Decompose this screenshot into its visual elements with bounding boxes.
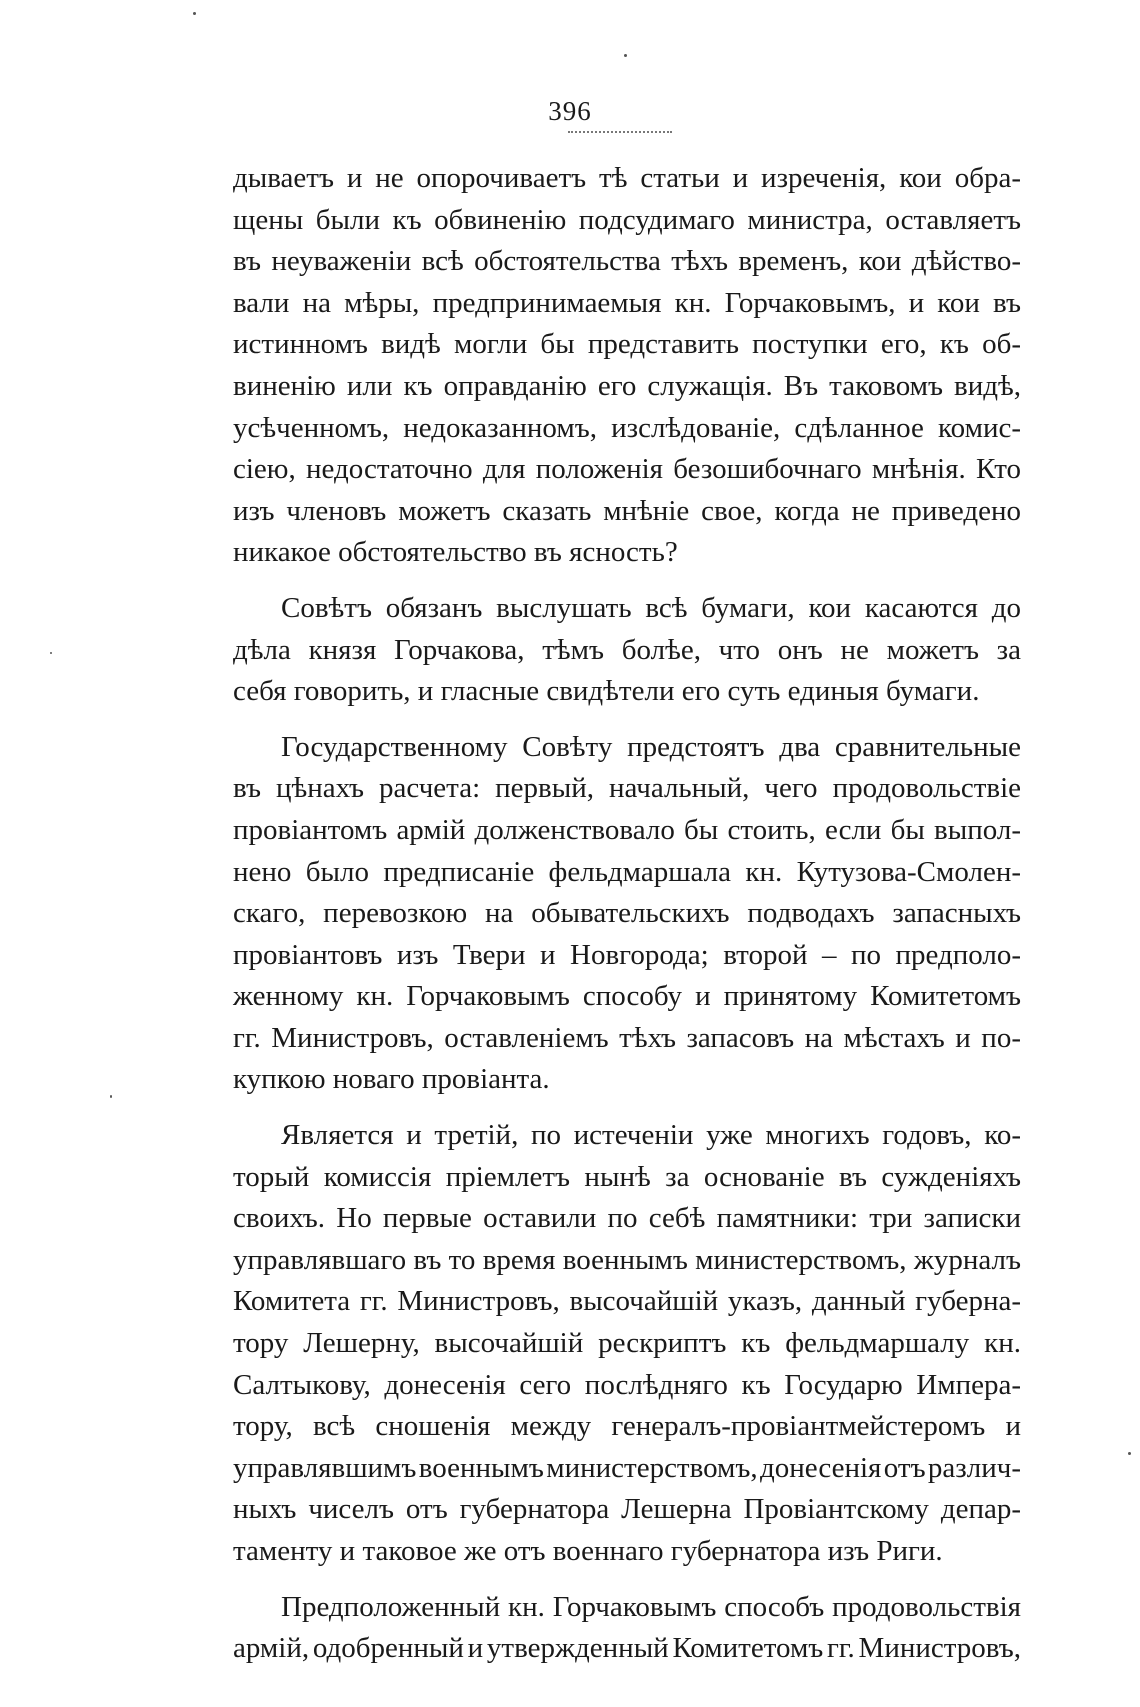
text-line: торый комиссія пріемлетъ нынѣ за основаніе въ сужденіяхъ — [233, 1160, 1021, 1193]
paragraph-5 — [233, 1587, 1021, 1670]
text-line: себя говорить, и гласные свидѣтели его суть единыя бумаги. — [233, 675, 980, 708]
text-line: вали на мѣры, предпринимаемыя кн. Горчаковымъ, и кои въ — [233, 286, 1021, 319]
text-line: провіантовъ изъ Твери и Новгорода; второй – по предполо- — [233, 938, 1021, 971]
text-line: щены были къ обвиненію подсудимаго министра, оставляетъ — [233, 203, 1021, 236]
text-line: изъ членовъ можетъ сказать мнѣніе свое, когда не приведено — [233, 494, 1021, 527]
text-line: усѣченномъ, недоказанномъ, изслѣдованіе, сдѣланное комис- — [233, 411, 1021, 444]
text-line: тору, всѣ сношенія между генералъ-провіантмейстеромъ и — [233, 1410, 1021, 1443]
text-line: дываетъ и не опорочиваетъ тѣ статьи и изреченія, кои обра- — [233, 162, 1021, 194]
text-line: женному кн. Горчаковымъ способу и принятому Комитетомъ — [233, 980, 1021, 1013]
scan-speck — [50, 652, 52, 654]
text-line: Комитета гг. Министровъ, высочайшій указъ, данный губерна- — [233, 1285, 1021, 1318]
scan-speck — [193, 12, 196, 15]
text-line: нено было предписаніе фельдмаршала кн. Кутузова-Смолен- — [233, 855, 1021, 888]
text-line: Государственному Совѣту предстоятъ два сравнительные — [281, 730, 1021, 763]
text-line: армій, одобренный и утвержденный Комитетомъ гг. Министровъ, — [233, 1632, 1021, 1665]
body-text — [233, 158, 1021, 1684]
text-line: своихъ. Но первые оставили по себѣ памятники: три записки — [233, 1202, 1021, 1235]
text-line: Предположенный кн. Горчаковымъ способъ продовольствія — [281, 1590, 1021, 1623]
paragraph-4 — [233, 1115, 1021, 1573]
text-line: виненію или къ оправданію его служащія. Въ таковомъ видѣ, — [233, 369, 1021, 402]
text-line: Является и третій, по истеченіи уже многихъ годовъ, ко- — [281, 1119, 1021, 1152]
text-line: Салтыкову, донесенія сего послѣдняго къ Государю Импера- — [233, 1368, 1021, 1401]
text-line: истинномъ видѣ могли бы представить поступки его, къ об- — [233, 328, 1021, 361]
text-line: Совѣтъ обязанъ выслушать всѣ бумаги, кои касаются до — [281, 591, 1021, 624]
text-line: въ цѣнахъ расчета: первый, начальный, чего продовольствіе — [233, 772, 1021, 805]
page-number-rule — [568, 131, 672, 133]
paragraph-3 — [233, 727, 1021, 1101]
page-number: 396 — [548, 96, 592, 126]
text-line: гг. Министровъ, оставленіемъ тѣхъ запасовъ на мѣстахъ и по- — [233, 1021, 1021, 1054]
text-line: купкою новаго провіанта. — [233, 1063, 550, 1096]
text-line: управлявшимъ военнымъ министерствомъ, донесенія отъ различ- — [233, 1451, 1021, 1484]
text-line: скаго, перевозкою на обывательскихъ подводахъ запасныхъ — [233, 897, 1021, 930]
text-line: управлявшаго въ то время военнымъ министерствомъ, журналъ — [233, 1243, 1021, 1276]
text-line: никакое обстоятельство въ ясность? — [233, 536, 678, 569]
paragraph-1 — [233, 158, 1021, 574]
text-line: тору Лешерну, высочайшій рескриптъ къ фельдмаршалу кн. — [233, 1327, 1021, 1360]
text-line: провіантомъ армій долженствовало бы стоить, если бы выпол- — [233, 813, 1021, 846]
scan-speck — [110, 1095, 112, 1098]
scan-speck — [624, 54, 627, 57]
paragraph-2 — [233, 588, 1021, 713]
text-line: сіею, недостаточно для положенія безошибочнаго мнѣнія. Кто — [233, 453, 1021, 486]
scan-speck — [1128, 1452, 1131, 1455]
text-line: таменту и таковое же отъ военнаго губернатора изъ Риги. — [233, 1535, 943, 1567]
text-line: въ неуваженіи всѣ обстоятельства тѣхъ временъ, кои дѣйство- — [233, 245, 1021, 278]
text-line: ныхъ чиселъ отъ губернатора Лешерна Провіантскому депар- — [233, 1493, 1021, 1526]
text-line: дѣла князя Горчакова, тѣмъ болѣе, что онъ не можетъ за — [233, 633, 1021, 666]
